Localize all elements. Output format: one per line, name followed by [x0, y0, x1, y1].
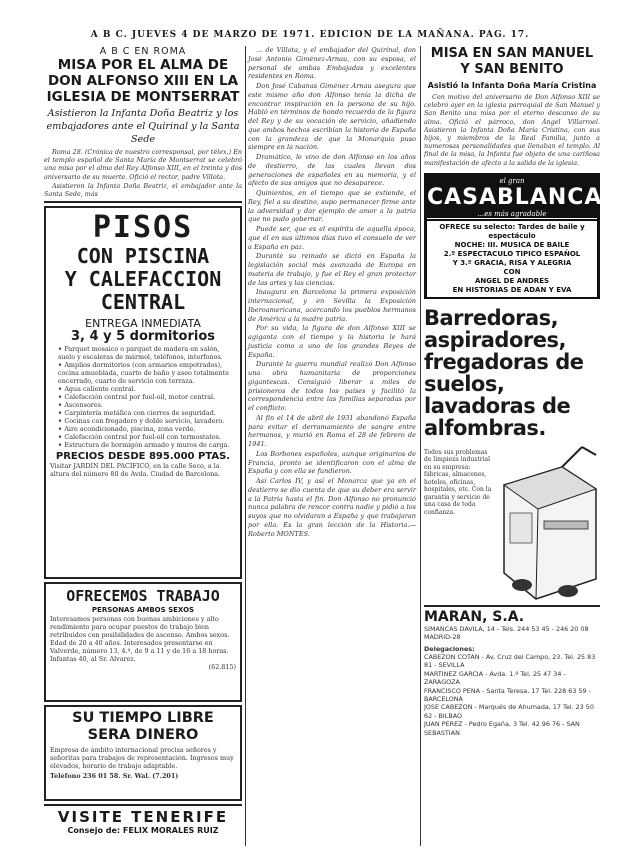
ad-entrega: ENTREGA INMEDIATA [85, 317, 201, 331]
paragraph: Durante su reinado se dictó en España la legislación social más avanzada de Europa en materia de trabajo, y fue el Rey el gran protector de las artes y las ciencias. [248, 252, 416, 287]
feature-item: • Calefacción central por fuel-oil con termostatos. [58, 433, 236, 441]
ad-headline: VISITE TENERIFE [57, 808, 229, 827]
delegaciones-list [424, 653, 600, 737]
ad-headline: SU TIEMPO LIBRE SERA DINERO [72, 710, 214, 744]
program-line: Y 3.º GRACIA, RISA Y ALEGRIA [452, 258, 572, 267]
column-right [424, 46, 603, 737]
divider [44, 201, 242, 203]
feature-item: • Estructura de hormigón armado y muros de carga. [58, 441, 236, 449]
ad-company: MARAN, S.A. [424, 608, 525, 625]
column-rule [420, 46, 421, 846]
paragraph: Puede ser, que es el espíritu de aquella época, que él en sus últimos días tuvo el consuelo de ver a España en paz. [248, 225, 416, 251]
column-middle [248, 46, 416, 539]
paragraph: Durante la guerra mundial realizó Don Alfonso una obra humanitaria de proporciones gigantescas. Consiguió liberar a miles de prisioneros de todos los países y facilitó la correspondencia entre las familias separadas por el conflicto. [248, 360, 416, 412]
program-line: NOCHE: III. MUSICA DE BAILE [454, 240, 570, 249]
column-left [44, 46, 242, 835]
page-header: A B C. JUEVES 4 DE MARZO DE 1971. EDICION DE LA MAÑANA. PAG. 17. [90, 30, 530, 40]
program-line: EN HISTORIAS DE ADAN Y EVA [452, 285, 572, 294]
article-subtitle: Asistieron la Infanta Doña Beatriz y los embajadores ante el Quirinal y la Santa Sede [46, 108, 240, 145]
ad-body: Empresa de ámbito internacional precisa señores y señoritas para trabajos de representación. Ingresos muy elevados, horario de trabajo adaptable. [50, 746, 234, 771]
feature-item: • Amplios dormitorios (con armarios empotrados), cocina amueblada, cuarto de baño y aseo totalmente encerrado, cuarto de servicio con terraza. [58, 361, 236, 385]
program-line: OFRECE su selecto: Tardes de baile y espectáculo [439, 222, 585, 240]
feature-item: • Ascensores. [58, 401, 236, 409]
article-body [248, 46, 416, 538]
delegacion-item: MARTINEZ GARCIA - Avda. 1.º Tel. 25 47 34 - ZARAGOZA [424, 669, 566, 687]
ad-address: PLAZA DEL REY, 7 • TEL. - 221 18 08 [430, 298, 594, 308]
article-subtitle: Asistió la Infanta Doña María Cristina [427, 81, 597, 90]
pisos-ad [44, 206, 242, 579]
trabajo-ad [44, 582, 242, 702]
ad-dormitorios: 3, 4 y 5 dormitorios [71, 329, 215, 345]
ad-program [427, 221, 597, 297]
ad-headline: Y CALEFACCION [64, 267, 222, 292]
paragraph: Quinientos, en el tiempo que se extiende, el Rey, fiel a su destino, supo permanecer firme ante la adversidad y dar ejemplo de amor a la patria que no pudo gobernar. [248, 189, 416, 224]
ad-headline: OFRECEMOS TRABAJO [66, 587, 220, 606]
ad-price: PRECIOS DESDE 895.000 PTAS. [55, 451, 231, 463]
paragraph: Don José Cabanas Giménez Arnau asegura que este mismo año don Alfonso tenía la dicha de encontrar inspiración en la persona de su hijo. Habló en términos de hondo recuerdo de la figura del Rey y de su vocación de servicio, añadiendo que ambos hechos escribían la historia de España con la grandeza de que la Monarquía puso siempre en la nación. [248, 82, 416, 152]
article-body [44, 148, 242, 198]
article-title: MISA EN SAN MANUEL Y SAN BENITO [430, 46, 594, 77]
paragraph: Inaugura en Barcelona la primera exposición internacional, y en Sevilla la Exposición Iberoamericana, acercando los pueblos hermanos de América a la madre patria. [248, 288, 416, 323]
machine-block [424, 445, 600, 605]
ad-body: Interesamos personas con buenas ambiciones y alto rendimiento para ocupar puestos de trabajo bien retribuidos con posibilidades de ascenso. Ambos sexos. Edad de 20 a 40 años. Interesados presentarse en Valverde, número 13, 4.º, de 9 a 11 y de 16 a 18 horas. Infantas 40, al Sr. Alvarez. [50, 615, 230, 664]
delegacion-item: JOSE CABEZON - Marqués de Ahumada, 17 Tel. 23 50 62 - BILBAO [424, 703, 594, 720]
paragraph: ... de Villota, y el embajador del Quirinal, don José Antonio Giménez-Arnau, con su esposa, el personal de ambas Embajadas y excelentes residentes en Roma. [248, 46, 416, 81]
ad-consejo: Consejo de: FELIX MORALES RUIZ [67, 826, 219, 836]
paragraph: Roma 28. (Crónica de nuestro corresponsal, por télex.) En el templo español de Santa María de Montserrat se celebró una misa por el alma del Rey Alfonso XIII, en el treinta y dos aniversario de su muerte. Ofició el rector, padre Villota. [44, 148, 242, 181]
delegacion-item: JUAN PEREZ - Pedro Egaña, 3 Tel. 42 96 76 - SAN SEBASTIAN [424, 720, 580, 737]
floor-scrubber-illustration [496, 445, 600, 605]
ad-phone [50, 772, 236, 780]
ad-pre: el gran [499, 176, 525, 185]
ad-headline: CENTRAL [100, 290, 186, 315]
program-line: CON [503, 267, 521, 276]
tiempo-ad [44, 705, 242, 801]
feature-item: • Carpintería metálica con cierres de seguridad. [58, 409, 236, 417]
visite-ad [44, 804, 242, 835]
paragraph: Así Carlos IV, y así el Monarca que ya en el destierro se dio cuenta de que su deber era servir a la Patria hasta el fin. Don Alfonso no pronunció nunca palabra de rencor contra nadie y pidió a los suyos que no olvidaran a España y que trabajaran por ella. Es la gran lección de la Historia.—Roberto MONTES. [248, 477, 416, 538]
ad-address: SIMANCAS DAVILA, 14 - Tels. 244 53 45 - 246 20 08 MADRID-28 [424, 624, 589, 642]
feature-item: • Aire acondicionado, piscina, zona verde. [58, 425, 236, 433]
feature-item: • Cocinas con fregadero y doble servicio, lavadero. [58, 417, 236, 425]
ad-headline: PISOS [92, 210, 194, 246]
phone-text: Teléfono 236 01 58. Sr. Wal. [50, 772, 151, 781]
ad-headline: CON PISCINA [76, 244, 210, 269]
ad-ref: (7.201) [152, 772, 179, 781]
ad-subtitle: PERSONAS AMBOS SEXOS [91, 606, 195, 615]
ad-visit: Visitar JARDIN DEL PACIFICO, en la calle Seco, a la altura del número 80 de Avda. Ciudad de Barcelona. [50, 462, 221, 479]
machine-caption: Todos sus problemas de limpieza industrial en su empresa: fábricas, almacenes, hoteles, oficinas, hospitales, etc. Con la garantía y servicio de una casa de toda confianza. [424, 448, 492, 516]
delegacion-item: FRANCISCO PENA - Santa Teresa, 17 Tel. 228 63 59 - BARCELONA [424, 686, 591, 704]
paragraph: Al fin el 14 de abril de 1931 abandonó España para evitar el derramamiento de sangre entre hermanos, y murió en Roma el 28 de febrero de 1941. [248, 413, 416, 448]
delegacion-item: CABEZON COTAN - Av. Cruz del Campo, 23. Tel. 25 83 81 - SEVILLA [424, 653, 596, 670]
ad-headline: CASABLANCA [427, 184, 603, 210]
deleg-title: Delegaciones: [424, 644, 475, 653]
ad-ref: (62.815) [208, 663, 236, 672]
kicker: A B C EN ROMA [99, 46, 187, 57]
paragraph: Por su vida, la figura de don Alfonso XIII se agiganta con el tiempo y la historia le hará justicia como a uno de los grandes Reyes de España. [248, 324, 416, 359]
maran-ad [424, 605, 600, 737]
paragraph: Con motivo del aniversario de Don Alfonso XIII se celebró ayer en la iglesia parroquial de San Manuel y San Benito una misa por el eterno descanso de su alma. Ofició el párroco, don Ángel Villarroel. Asistieron la Infanta Doña María Cristina, con sus hijos, y miembros de la Real Familia, junto a numerosas personalidades que llenaban el templo. Al final de la misa, la Infanta fue objeto de una cariñosa manifestación de afecto a la salida de la iglesia. [424, 93, 600, 167]
paragraph: Asistieron la Infanta Doña Beatriz, el embajador ante la Santa Sede, más [44, 181, 242, 199]
feature-item: • Calefacción central por fuel-oil, motor central. [58, 393, 236, 401]
program-line: ANGEL DE ANDRES [474, 276, 550, 285]
casablanca-ad [424, 173, 603, 308]
ad-tag: ...es más agradable [427, 210, 597, 219]
paragraph: Dramático, le vino de don Alfonso en los años de destierro, de las cuales llevan dos generaciones de españoles en su memoria, y el afecto de sus amigos que no desaparece. [248, 153, 416, 188]
program-line: 2.º ESPECTACULO TIPICO ESPAÑOL [443, 249, 581, 258]
feature-item: • Agua caliente central. [58, 385, 236, 393]
barredoras-headline: Barredoras, aspiradores, fregadoras de suelos, lavadoras de alfombras. [424, 305, 584, 440]
article-title: MISA POR EL ALMA DE DON ALFONSO XIII EN LA IGLESIA DE MONTSERRAT [46, 57, 240, 105]
feature-item: • Parquet mosaico o parquet de madera en salón, suelo y escaleras de mármol, teléfonos, interfonos. [58, 345, 236, 361]
article-body [424, 93, 600, 167]
paragraph: Los Borbones españoles, aunque originarios de Francia, pronto se identificaron con el alma de España y con ella se fundieron. [248, 449, 416, 476]
feature-list [50, 345, 236, 449]
column-rule [245, 46, 246, 846]
